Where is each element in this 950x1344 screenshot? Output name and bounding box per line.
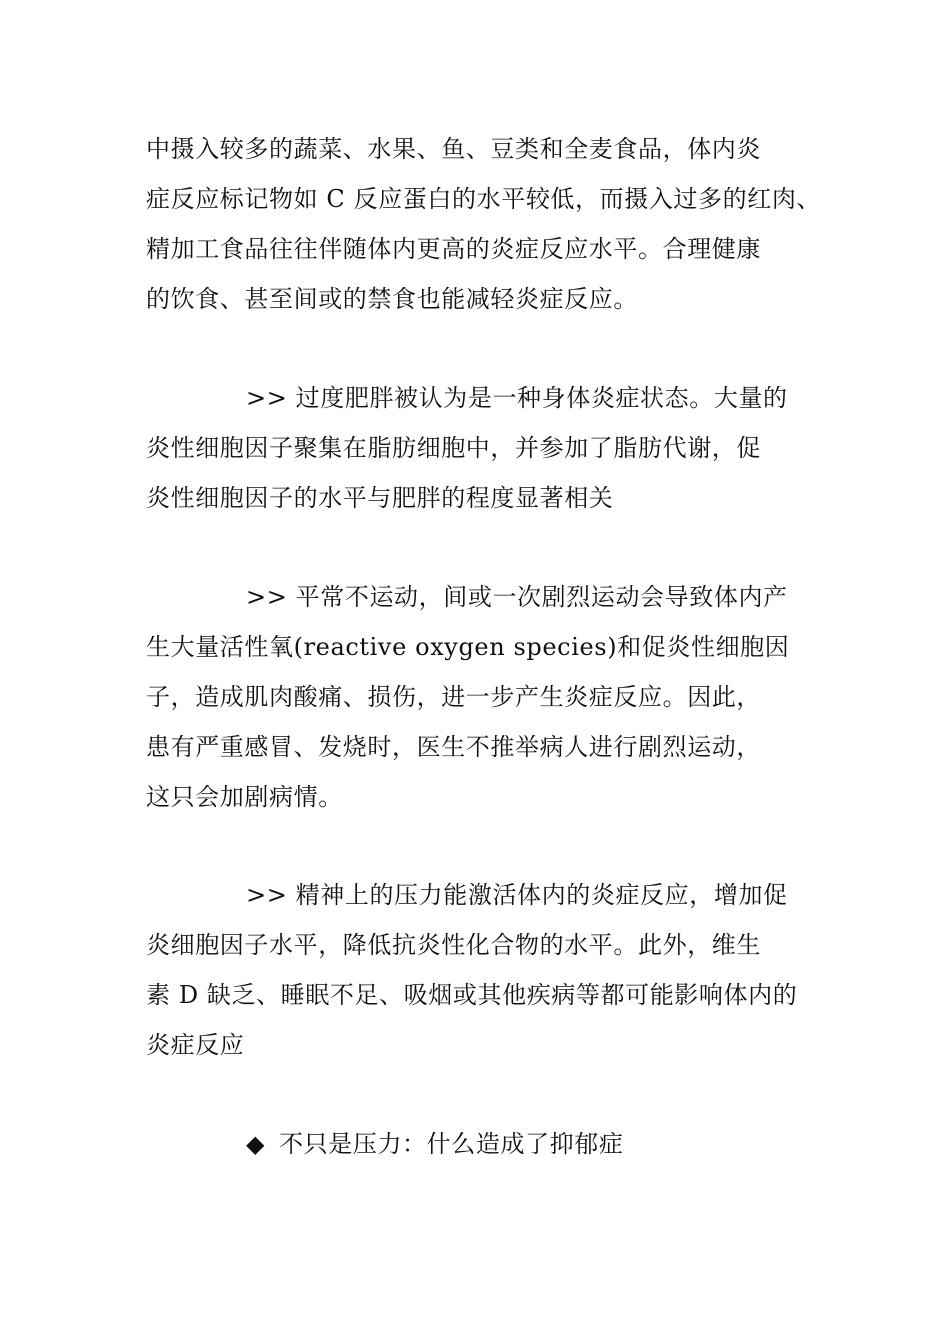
- text-line: 精加工食品往往伴随体内更高的炎症反应水平。合理健康: [146, 235, 761, 263]
- paragraph-obesity: [146, 373, 836, 523]
- text-line: >> 平常不运动，间或一次剧烈运动会导致体内产: [246, 583, 788, 611]
- paragraph-stress: [146, 870, 836, 1070]
- text-line: 炎性细胞因子的水平与肥胖的程度显著相关: [146, 484, 614, 512]
- text-line: 症反应标记物如 C 反应蛋白的水平较低，而摄入过多的红肉、: [146, 185, 822, 213]
- text-line: 生大量活性氧(reactive oxygen species)和促炎性细胞因: [146, 633, 790, 661]
- section-heading: [146, 1119, 836, 1169]
- text-line: >> 精神上的压力能激活体内的炎症反应，增加促: [246, 881, 788, 909]
- text-line: 炎细胞因子水平，降低抗炎性化合物的水平。此外，维生: [146, 931, 761, 959]
- paragraph-diet: [146, 124, 836, 324]
- paragraph-exercise: [146, 572, 836, 822]
- text-line: 炎性细胞因子聚集在脂肪细胞中，并参加了脂肪代谢，促: [146, 434, 761, 462]
- text-line: 素 D 缺乏、睡眠不足、吸烟或其他疾病等都可能影响体内的: [146, 981, 798, 1009]
- text-line: 患有严重感冒、发烧时，医生不推举病人进行剧烈运动，: [146, 733, 761, 761]
- text-line: 炎症反应: [146, 1031, 245, 1059]
- heading-text: 不只是压力：什么造成了抑郁症: [279, 1130, 624, 1158]
- heading-line: [146, 1119, 836, 1169]
- text-line: 中摄入较多的蔬菜、水果、鱼、豆类和全麦食品，体内炎: [146, 135, 761, 163]
- text-line: 这只会加剧病情。: [146, 783, 343, 811]
- text-line: 子，造成肌肉酸痛、损伤，进一步产生炎症反应。因此，: [146, 683, 761, 711]
- text-line: 的饮食、甚至间或的禁食也能减轻炎症反应。: [146, 285, 638, 313]
- text-line: >> 过度肥胖被认为是一种身体炎症状态。大量的: [246, 384, 788, 412]
- diamond-bullet-icon: ◆: [246, 1130, 266, 1158]
